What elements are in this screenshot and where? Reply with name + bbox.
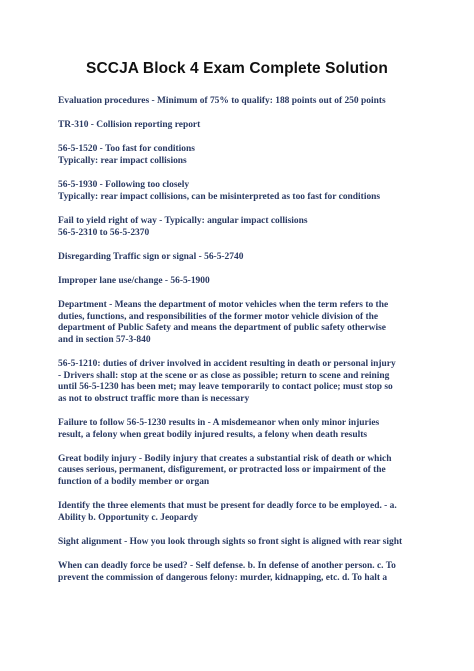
paragraph-line: department of Public Safety and means the department of public safety otherwise xyxy=(58,323,386,334)
paragraph-line: Department - Means the department of motor vehicles when the term refers to the xyxy=(58,300,389,311)
paragraph-line: TR-310 - Collision reporting report xyxy=(58,120,201,131)
document-body xyxy=(58,96,438,597)
paragraph-line: When can deadly force be used? - Self defense. b. In defense of another person. c. To xyxy=(58,561,396,572)
paragraph xyxy=(58,216,438,239)
paragraph-line: as not to obstruct traffic more than is necessary xyxy=(58,393,250,404)
paragraph xyxy=(58,96,438,108)
paragraph xyxy=(58,120,438,132)
paragraph-line: Fail to yield right of way - Typically: angular impact collisions xyxy=(58,215,308,226)
paragraph-line: causes serious, permanent, disfigurement, or protracted loss or impairment of the xyxy=(58,465,386,476)
paragraph-line: Failure to follow 56-5-1230 results in - A misdemeanor when only minor injuries xyxy=(58,418,380,429)
paragraph xyxy=(58,252,438,264)
paragraph-line: function of a bodily member or organ xyxy=(58,477,210,487)
paragraph-line: result, a felony when great bodily injured results, a felony when death results xyxy=(58,429,368,440)
paragraph-line: Identify the three elements that must be present for deadly force to be employed. - a. xyxy=(58,501,397,512)
paragraph-line: 56-5-1520 - Too fast for conditions xyxy=(58,144,195,155)
paragraph-line: duties, functions, and responsibilities of the former motor vehicle division of the xyxy=(58,311,379,322)
paragraph-line: 56-5-1210: duties of driver involved in accident resulting in death or personal injury xyxy=(58,359,396,370)
paragraph xyxy=(58,180,438,203)
paragraph-line: - Drivers shall: stop at the scene or as close as possible; return to scene and reining xyxy=(58,370,390,381)
paragraph xyxy=(58,561,438,584)
paragraph-line: 56-5-2310 to 56-5-2370 xyxy=(58,227,150,238)
paragraph-line: Improper lane use/change - 56-5-1900 xyxy=(58,275,210,286)
paragraph xyxy=(58,276,438,288)
paragraph xyxy=(58,359,438,405)
document-title: SCCJA Block 4 Exam Complete Solution xyxy=(86,60,388,77)
paragraph xyxy=(58,144,438,167)
paragraph-line: Evaluation procedures - Minimum of 75% to qualify: 188 points out of 250 points xyxy=(58,96,386,106)
paragraph-line: Ability b. Opportunity c. Jeopardy xyxy=(58,512,199,523)
paragraph-line: 56-5-1930 - Following too closely xyxy=(58,180,190,191)
paragraph xyxy=(58,418,438,441)
paragraph-line: Disregarding Traffic sign or signal - 56-5-2740 xyxy=(58,251,244,262)
paragraph-line: Sight alignment - How you look through sights so front sight is aligned with rear sight xyxy=(58,536,403,547)
paragraph-line: Great bodily injury - Bodily injury that creates a substantial risk of death or which xyxy=(58,453,392,464)
paragraph-line: Typically: rear impact collisions, can be misinterpreted as too fast for conditions xyxy=(58,191,381,202)
paragraph-line: and in section 57-3-840 xyxy=(58,334,151,345)
paragraph-line: until 56-5-1230 has been met; may leave temporarily to contact police; must stop so xyxy=(58,382,393,393)
paragraph xyxy=(58,300,438,346)
paragraph xyxy=(58,537,438,549)
paragraph-line: prevent the commission of dangerous felony: murder, kidnapping, etc. d. To halt a xyxy=(58,572,388,583)
paragraph-line: Typically: rear impact collisions xyxy=(58,155,187,166)
paragraph xyxy=(58,501,438,524)
paragraph xyxy=(58,454,438,489)
